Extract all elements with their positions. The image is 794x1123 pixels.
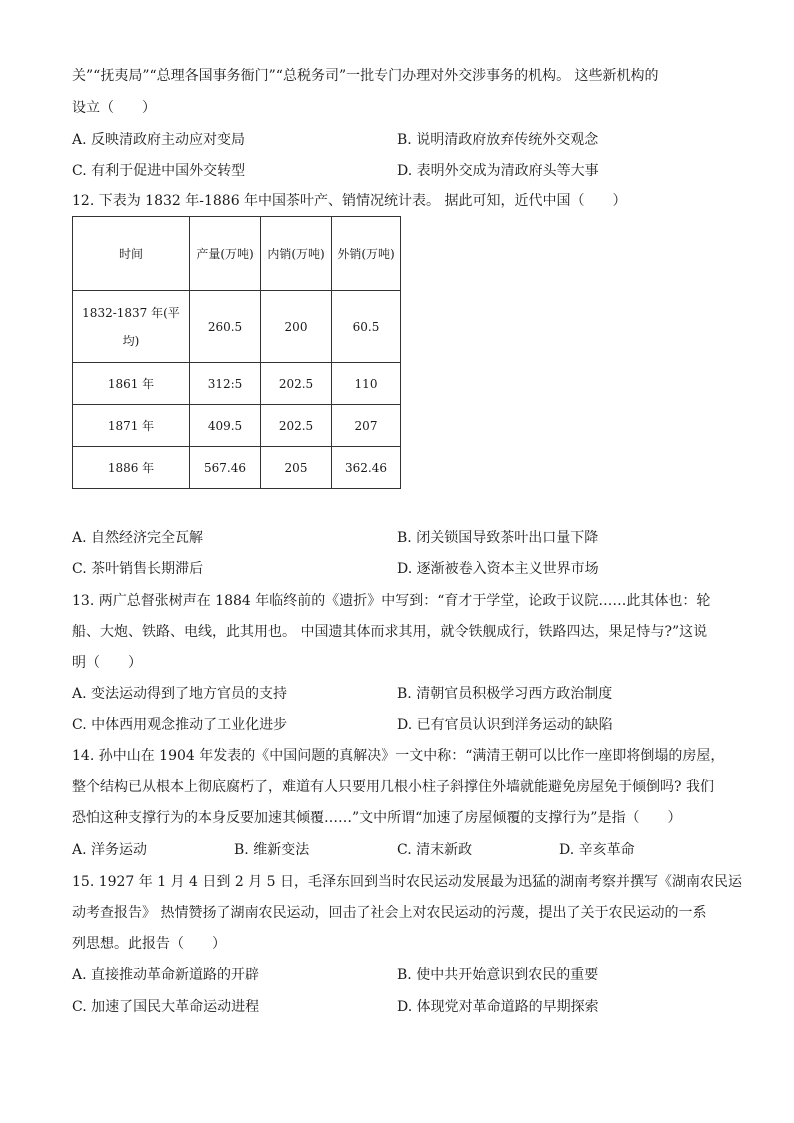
q14-option-d[interactable]: D. 辛亥革命: [559, 842, 635, 858]
table-cell: 207: [332, 405, 401, 447]
q11-stem-line-2: 设立（ ）: [72, 100, 156, 116]
q13-stem-line-3: 明（ ）: [72, 655, 142, 671]
table-cell: 567.46: [190, 447, 261, 489]
q14-option-b[interactable]: B. 维新变法: [234, 842, 310, 858]
q13-option-c[interactable]: C. 中体西用观念推动了工业化进步: [72, 717, 288, 733]
q11-stem-line-1: 关”“抚夷局”“总理各国事务衙门”“总税务司”一批专门办理对外交涉事务的机构。 这些新机构的: [72, 68, 659, 84]
q12-option-c[interactable]: C. 茶叶销售长期滞后: [72, 561, 204, 577]
table-cell: 260.5: [190, 291, 261, 363]
q15-stem-line-3: 列思想。此报告（ ）: [72, 936, 226, 952]
q13-option-d[interactable]: D. 已有官员认识到洋务运动的缺陷: [397, 717, 613, 733]
q11-option-d[interactable]: D. 表明外交成为清政府头等大事: [397, 163, 599, 179]
table-cell: 409.5: [190, 405, 261, 447]
q13-option-a[interactable]: A. 变法运动得到了地方官员的支持: [72, 686, 288, 702]
table-cell: 60.5: [332, 291, 401, 363]
q15-option-c[interactable]: C. 加速了国民大革命运动进程: [72, 999, 260, 1015]
table-header-cell: 时间: [73, 217, 190, 291]
table-cell: 1861 年: [73, 363, 190, 405]
table-cell: 1832-1837 年(平均): [73, 291, 190, 363]
table-cell: 1871 年: [73, 405, 190, 447]
q14-option-a[interactable]: A. 洋务运动: [72, 842, 148, 858]
table-cell: 205: [261, 447, 332, 489]
q12-option-b[interactable]: B. 闭关锁国导致茶叶出口量下降: [397, 530, 599, 546]
table-row: [73, 363, 401, 405]
q11-option-b[interactable]: B. 说明清政府放弃传统外交观念: [397, 132, 599, 148]
table-cell: 202.5: [261, 363, 332, 405]
table-cell: 200: [261, 291, 332, 363]
table-header-cell: 产量(万吨): [190, 217, 261, 291]
table-row: [73, 405, 401, 447]
q15-option-b[interactable]: B. 使中共开始意识到农民的重要: [397, 967, 599, 983]
q13-option-b[interactable]: B. 清朝官员积极学习西方政治制度: [397, 686, 613, 702]
q15-option-d[interactable]: D. 体现党对革命道路的早期探索: [397, 999, 599, 1015]
q13-stem-line-1: 13. 两广总督张树声在 1884 年临终前的《遗折》中写到：“育才于学堂，论政于议院……此其体也：轮: [72, 593, 711, 609]
table-cell: 312:5: [190, 363, 261, 405]
q15-option-a[interactable]: A. 直接推动革命新道路的开辟: [72, 967, 260, 983]
q12-stem: 12. 下表为 1832 年-1886 年中国茶叶产、销情况统计表。 据此可知，近代中国（ ）: [72, 193, 627, 209]
q15-stem-line-2: 动考查报告》 热情赞扬了湖南农民运动，回击了社会上对农民运动的污蔑，提出了关于农民运动的一系: [72, 905, 707, 921]
q14-stem-line-2: 整个结构已从根本上彻底腐朽了，难道有人只要用几根小柱子斜撑住外墙就能避免房屋免于倾倒吗? 我们: [72, 779, 714, 795]
q14-option-c[interactable]: C. 清末新政: [397, 842, 473, 858]
table-header-cell: 外销(万吨): [332, 217, 401, 291]
table-header-row: [73, 217, 401, 291]
tea-statistics-table: [72, 216, 401, 489]
q12-option-d[interactable]: D. 逐渐被卷入资本主义世界市场: [397, 561, 599, 577]
table-cell: 1886 年: [73, 447, 190, 489]
q11-option-c[interactable]: C. 有利于促进中国外交转型: [72, 163, 246, 179]
q11-option-a[interactable]: A. 反映清政府主动应对变局: [72, 132, 246, 148]
q15-stem-line-1: 15. 1927 年 1 月 4 日到 2 月 5 日，毛泽东回到当时农民运动发展最为迅猛的湖南考察并撰写《湖南农民运: [72, 874, 743, 890]
table-row: [73, 447, 401, 489]
q13-stem-line-2: 船、大炮、铁路、电线，此其用也。 中国遗其体而求其用，就令铁舰成行，铁路四达，果足恃与?”这说: [72, 624, 708, 640]
table-header-cell: 内销(万吨): [261, 217, 332, 291]
table-cell: 202.5: [261, 405, 332, 447]
q14-stem-line-1: 14. 孙中山在 1904 年发表的《中国问题的真解决》一文中称：“满清王朝可以比作一座即将倒塌的房屋，: [72, 748, 725, 764]
q14-stem-line-3: 恐怕这种支撑行为的本身反要加速其倾覆……”文中所谓“加速了房屋倾覆的支撑行为”是指（ ）: [72, 810, 682, 826]
table-row: [73, 291, 401, 363]
table-cell: 110: [332, 363, 401, 405]
table-cell: 362.46: [332, 447, 401, 489]
q12-option-a[interactable]: A. 自然经济完全瓦解: [72, 530, 204, 546]
